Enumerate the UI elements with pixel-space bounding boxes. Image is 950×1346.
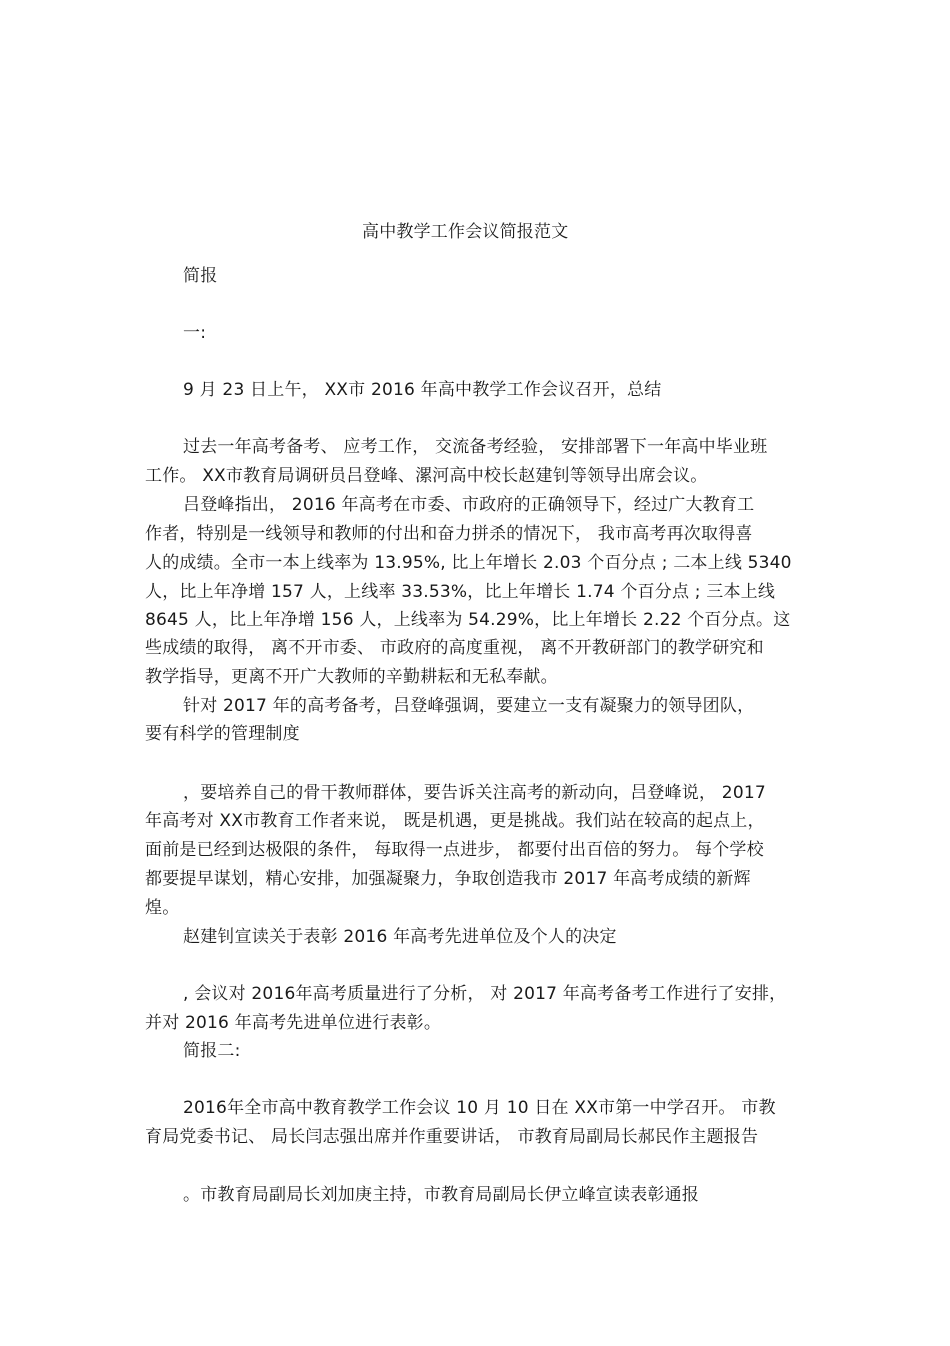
body-line: , 会议对 2016年高考质量进行了分析， 对 2017 年高考备考工作进行了安排， [183, 984, 787, 1004]
section-label-brief: 简报 [183, 266, 218, 286]
body-line: 并对 2016 年高考先进单位进行表彰。 [145, 1013, 442, 1033]
body-line: 都要提早谋划，精心安排，加强凝聚力，争取创造我市 2017 年高考成绩的新辉 [145, 869, 751, 889]
section-label-one: 一: [183, 323, 207, 343]
body-line: 吕登峰指出， 2016 年高考在市委、市政府的正确领导下，经过广大教育工 [183, 495, 755, 515]
body-line: 人的成绩。全市一本上线率为 13.95%, 比上年增长 2.03 个百分点 ; 二本上线 5340 [145, 553, 792, 573]
body-line: 过去一年高考备考、 应考工作， 交流备考经验， 安排部署下一年高中毕业班 [183, 437, 768, 457]
body-line: 9 月 23 日上午， XX市 2016 年高中教学工作会议召开，总结 [183, 380, 662, 400]
body-line: 面前是已经到达极限的条件， 每取得一点进步， 都要付出百倍的努力。 每个学校 [145, 840, 764, 860]
body-line: 育局党委书记、 局长闫志强出席并作重要讲话， 市教育局副局长郝民作主题报告 [145, 1127, 759, 1147]
body-line: 作者，特别是一线领导和教师的付出和奋力拼杀的情况下， 我市高考再次取得喜 [145, 524, 753, 544]
body-line: ，要培养自己的骨干教师群体，要告诉关注高考的新动向，吕登峰说， 2017 [183, 783, 766, 803]
body-line: 煌。 [145, 898, 180, 918]
body-line: 人，比上年净增 157 人，上线率 33.53%，比上年增长 1.74 个百分点 ; 三本上线 [145, 582, 776, 602]
body-line: 赵建钊宣读关于表彰 2016 年高考先进单位及个人的决定 [183, 927, 617, 947]
body-line: 。市教育局副局长刘加庚主持，市教育局副局长伊立峰宣读表彰通报 [183, 1185, 699, 1205]
body-line: 2016年全市高中教育教学工作会议 10 月 10 日在 XX市第一中学召开。 市教 [183, 1098, 776, 1118]
body-line: 要有科学的管理制度 [145, 724, 300, 744]
body-line: 8645 人，比上年净增 156 人，上线率为 54.29%，比上年增长 2.22 个百分点。这 [145, 610, 791, 630]
body-line: 些成绩的取得， 离不开市委、 市政府的高度重视， 离不开教研部门的教学研究和 [145, 638, 764, 658]
document-title: 高中教学工作会议简报范文 [362, 222, 569, 242]
body-line: 年高考对 XX市教育工作者来说， 既是机遇，更是挑战。我们站在较高的起点上， [145, 811, 765, 831]
body-line: 工作。 XX市教育局调研员吕登峰、漯河高中校长赵建钊等领导出席会议。 [145, 466, 708, 486]
body-line: 针对 2017 年的高考备考，吕登峰强调，要建立一支有凝聚力的领导团队， [183, 696, 755, 716]
body-line: 教学指导，更离不开广大教师的辛勤耕耘和无私奉献。 [145, 667, 558, 687]
section-label-brief-two: 简报二: [183, 1041, 241, 1061]
